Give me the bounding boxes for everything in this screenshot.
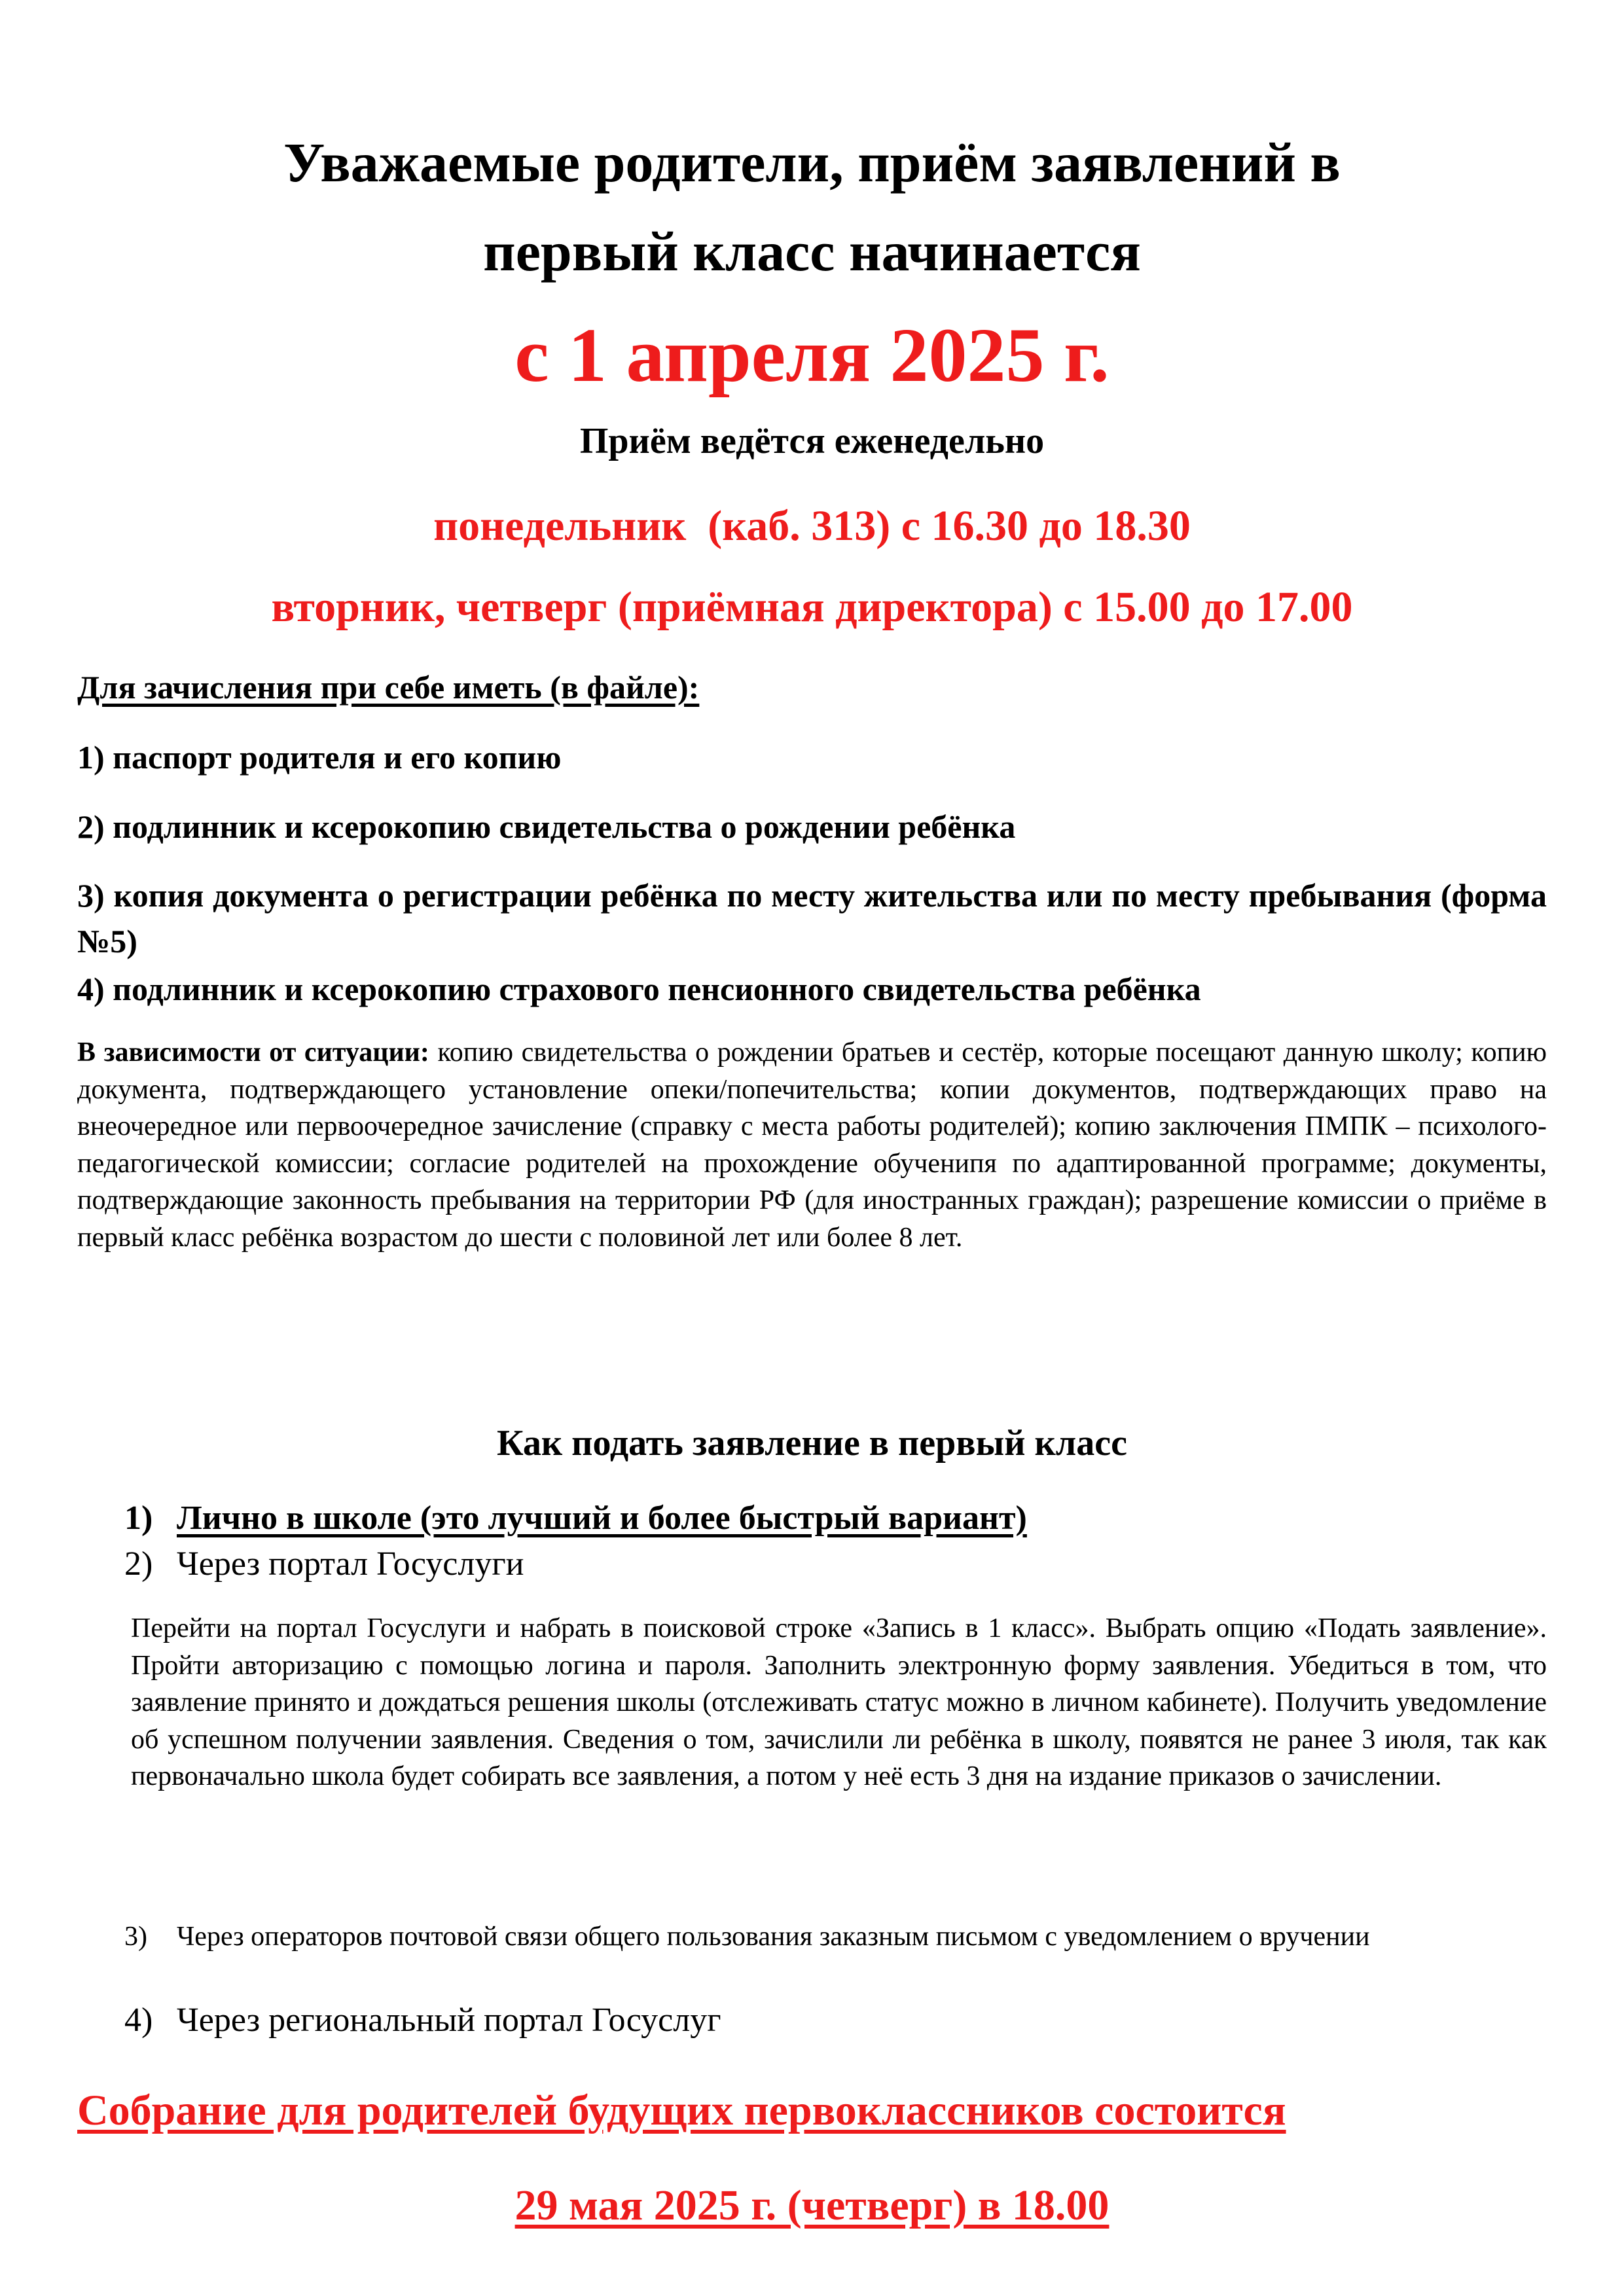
document-item-text: подлинник и ксерокопию страхового пенсионного свидетельства ребёнка <box>113 971 1201 1007</box>
method-number: 1) <box>124 1499 153 1537</box>
meeting-date: 29 мая 2025 г. (четверг) в 18.00 <box>514 2181 1110 2229</box>
document-item <box>77 966 1547 1012</box>
schedule-monday: понедельник (каб. 313) с 16.30 до 18.30 <box>433 502 1191 550</box>
meeting-announcement: Собрание для родителей будущих первоклассников состоится <box>77 2087 1286 2134</box>
document-item-text: паспорт родителя и его копию <box>113 739 562 776</box>
title-line-2: первый класс начинается <box>483 220 1141 283</box>
document-item <box>77 804 1547 850</box>
method-text: Через операторов почтовой связи общего пользования заказным письмом с уведомлением о вручении <box>177 1922 1370 1952</box>
method-text: Через портал Госуслуги <box>177 1545 524 1583</box>
situational-documents <box>77 1034 1547 1256</box>
method-text: Через региональный портал Госуслуг <box>177 2001 721 2039</box>
method-item-gosuslugi <box>124 1541 1545 1587</box>
document-item-text: подлинник и ксерокопию свидетельства о рождении ребёнка <box>113 808 1016 845</box>
portal-instructions: Перейти на портал Госуслуги и набрать в поисковой строке «Запись в 1 класс». Выбрать опцию «Подать заявление». Пройти авторизацию с помощью логина и пароля. Заполнить электронную форму заявления. Убедиться в том, что заявление принято и дождаться решения школы (отслеживать статус можно в личном кабинете). Получить уведомление об успешном получении заявления. Сведения о том, зачислили ли ребёнка в школу, появятся не ранее 3 июля, так как первоначально школа будет собирать все заявления, а потом у неё есть 3 дня на издание приказов о зачислении. <box>131 1613 1547 1791</box>
method-text: Лично в школе (это лучший и более быстрый вариант) <box>177 1499 1027 1537</box>
schedule-intro: Приём ведётся еженедельно <box>579 421 1045 461</box>
document-item-number: 1) <box>77 739 105 776</box>
method-number: 2) <box>124 1545 153 1583</box>
method-item-in-person <box>124 1496 1545 1541</box>
method-item-post <box>124 1918 1547 1956</box>
document-item-number: 4) <box>77 971 105 1007</box>
page-title <box>131 118 1493 296</box>
documents-heading: Для зачисления при себе иметь (в файле): <box>77 669 700 706</box>
situational-text: копию свидетельства о рождении братьев и сестёр, которые посещают данную школу; копию документа, подтверждающего установление опеки/попечительства; копии документов, подтверждающих право на внеочередное или первоочередное зачисление (справку с места работы родителей); копию заключения ПМПК – психолого-педагогической комиссии; согласие родителей на прохождение обученипя по адаптированной программе; документы, подтверждающие законность пребывания на территории РФ (для иностранных граждан); разрешение комиссии о приёме в первый класс ребёнка возрастом до шести с половиной лет или более 8 лет. <box>77 1037 1547 1253</box>
document-item-number: 3) <box>77 877 105 914</box>
document-item <box>77 734 1547 780</box>
title-line-1: Уважаемые родители, приём заявлений в <box>283 131 1341 194</box>
document-item-number: 2) <box>77 808 105 845</box>
situational-label: В зависимости от ситуации: <box>77 1037 429 1067</box>
how-to-apply-heading: Как подать заявление в первый класс <box>497 1423 1127 1463</box>
schedule-tue-thu: вторник, четверг (приёмная директора) с 15.00 до 17.00 <box>271 583 1353 631</box>
method-number: 3) <box>124 1922 147 1952</box>
document-item-text: копия документа о регистрации ребёнка по месту жительства или по месту пребывания (форма №5) <box>77 877 1547 960</box>
start-date: с 1 апреля 2025 г. <box>514 312 1110 398</box>
method-number: 4) <box>124 2001 153 2039</box>
document-item <box>77 872 1547 964</box>
method-item-regional-portal <box>124 1998 1545 2043</box>
